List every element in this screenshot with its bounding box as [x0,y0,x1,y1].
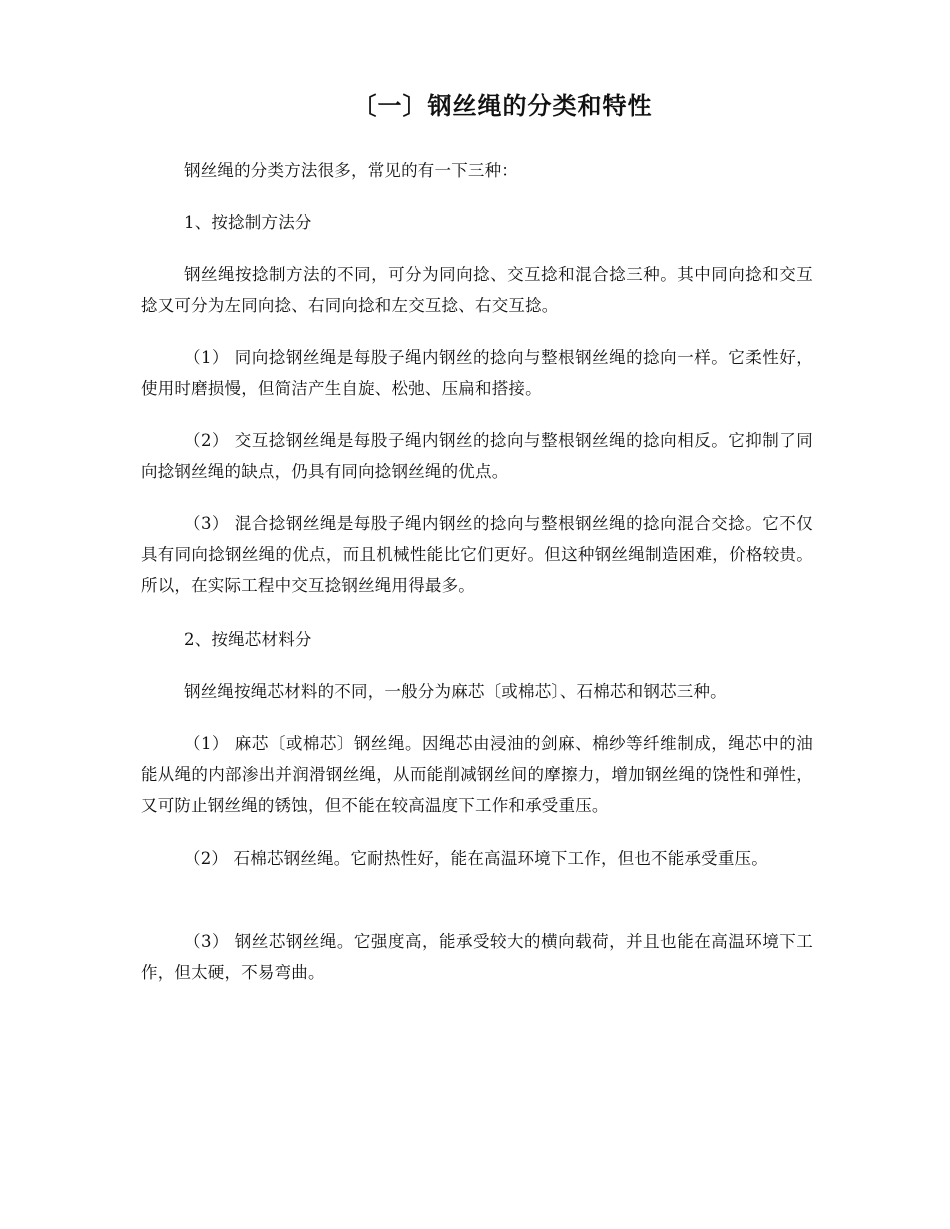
fiber-core-paragraph: （1） 麻芯〔或棉芯〕钢丝绳。因绳芯由浸油的剑麻、棉纱等纤维制成，绳芯中的油能从绳的内部渗出并润滑钢丝绳，从而能削减钢丝间的摩擦力，增加钢丝绳的饶性和弹性，又可防止钢丝绳的锈蚀，但不能在较高温度下工作和承受重压。 [141,734,813,815]
core-material-paragraph: 钢丝绳按绳芯材料的不同，一般分为麻芯〔或棉芯〕、石棉芯和钢芯三种。 [184,682,727,701]
twist-method-paragraph: 钢丝绳按捻制方法的不同，可分为同向捻、交互捻和混合捻三种。其中同向捻和交互捻又可分为左同向捻、右同向捻和左交互捻、右交互捻。 [141,265,813,315]
section-heading-twist-method: 1、按捻制方法分 [184,213,312,232]
mixed-lay-paragraph: （3） 混合捻钢丝绳是每股子绳内钢丝的捻向与整根钢丝绳的捻向混合交捻。它不仅具有同向捻钢丝绳的优点，而且机械性能比它们更好。但这种钢丝绳制造困难，价格较贵。所以，在实际工程中交互捻钢丝绳用得最多。 [141,514,813,595]
page-title: 〔一〕钢丝绳的分类和特性 [352,92,653,120]
asbestos-core-paragraph: （2） 石棉芯钢丝绳。它耐热性好，能在高温环境下工作，但也不能承受重压。 [184,849,768,868]
section-heading-core-material: 2、按绳芯材料分 [184,630,312,649]
same-direction-lay-paragraph: （1） 同向捻钢丝绳是每股子绳内钢丝的捻向与整根钢丝绳的捻向一样。它柔性好，使用时磨损慢，但简洁产生自旋、松弛、压扁和搭接。 [141,348,813,398]
steel-core-paragraph: （3） 钢丝芯钢丝绳。它强度高，能承受较大的横向载荷，并且也能在高温环境下工作，但太硬，不易弯曲。 [141,932,813,982]
intro-paragraph: 钢丝绳的分类方法很多，常见的有一下三种： [184,161,518,180]
cross-lay-paragraph: （2） 交互捻钢丝绳是每股子绳内钢丝的捻向与整根钢丝绳的捻向相反。它抑制了同向捻钢丝绳的缺点，仍具有同向捻钢丝绳的优点。 [141,431,813,481]
